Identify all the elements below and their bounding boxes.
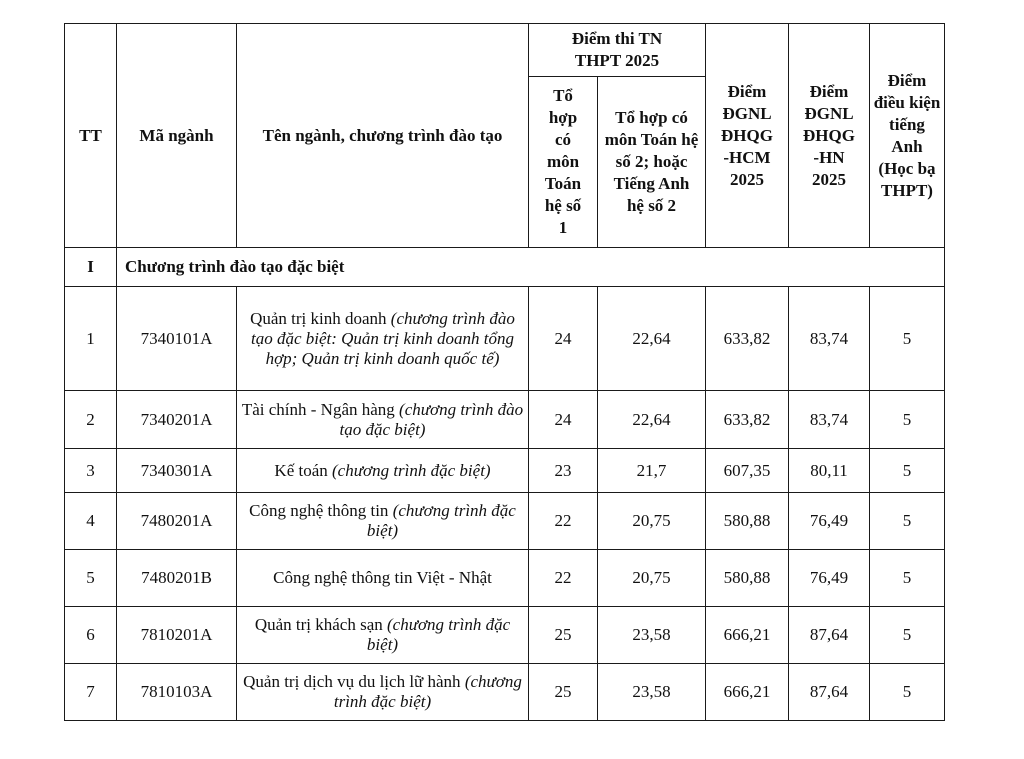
- row-math-coef-2: 20,75: [598, 493, 706, 550]
- table-row: [65, 449, 945, 493]
- table-row: [65, 550, 945, 607]
- row-program-name: [237, 449, 529, 493]
- table-row: [65, 607, 945, 664]
- program-note: (chương trình đào tạo đặc biệt): [339, 399, 524, 439]
- row-program-name: [237, 664, 529, 721]
- header-english-condition: Điểm điều kiện tiếng Anh (Học bạ THPT): [870, 24, 945, 248]
- row-english: 5: [870, 449, 945, 493]
- header-dgnl-hcm: Điểm ĐGNL ĐHQG -HCM 2025: [706, 24, 789, 248]
- row-code: 7340301A: [117, 449, 237, 493]
- row-tt: 6: [65, 607, 117, 664]
- row-program-name: [237, 493, 529, 550]
- row-math-coef-1: 24: [529, 391, 598, 449]
- row-tt: 3: [65, 449, 117, 493]
- row-dgnl-hcm: 666,21: [706, 607, 789, 664]
- row-english: 5: [870, 607, 945, 664]
- section-index: I: [65, 248, 117, 287]
- row-code: 7340201A: [117, 391, 237, 449]
- program-note: (chương trình đặc biệt): [333, 672, 522, 711]
- row-dgnl-hn: 76,49: [789, 550, 870, 607]
- row-code: 7340101A: [117, 287, 237, 391]
- row-math-coef-1: 24: [529, 287, 598, 391]
- header-math-english-coef-2: Tổ hợp có môn Toán hệ số 2; hoặc Tiếng Anh hệ số 2: [598, 77, 706, 248]
- program-note: (chương trình đặc biệt): [332, 460, 491, 480]
- row-english: 5: [870, 493, 945, 550]
- header-tt: TT: [65, 24, 117, 248]
- program-note: (chương trình đào tạo đặc biệt: Quản trị kinh doanh tổng hợp; Quản trị kinh doanh quốc tế): [250, 308, 515, 368]
- header-code: Mã ngành: [117, 24, 237, 248]
- program-name: Quản trị khách sạn: [254, 615, 383, 634]
- row-dgnl-hcm: 580,88: [706, 550, 789, 607]
- row-code: 7810103A: [117, 664, 237, 721]
- row-dgnl-hcm: 633,82: [706, 287, 789, 391]
- row-math-coef-1: 22: [529, 550, 598, 607]
- row-math-coef-2: 21,7: [598, 449, 706, 493]
- row-tt: 2: [65, 391, 117, 449]
- row-math-coef-2: 22,64: [598, 391, 706, 449]
- row-dgnl-hn: 83,74: [789, 287, 870, 391]
- row-math-coef-1: 22: [529, 493, 598, 550]
- section-row: [65, 248, 945, 287]
- section-title: Chương trình đào tạo đặc biệt: [117, 248, 945, 287]
- row-english: 5: [870, 664, 945, 721]
- row-dgnl-hcm: 580,88: [706, 493, 789, 550]
- table-row: [65, 664, 945, 721]
- row-program-name: [237, 550, 529, 607]
- program-name: Kế toán: [274, 460, 328, 480]
- row-dgnl-hn: 83,74: [789, 391, 870, 449]
- table-row: [65, 287, 945, 391]
- header-exam-group: Điểm thi TN THPT 2025: [529, 24, 706, 77]
- row-math-coef-1: 25: [529, 607, 598, 664]
- row-math-coef-2: 23,58: [598, 607, 706, 664]
- table-row: [65, 493, 945, 550]
- program-name: Quản trị dịch vụ du lịch lữ hành: [243, 672, 461, 691]
- row-tt: 1: [65, 287, 117, 391]
- row-math-coef-2: 23,58: [598, 664, 706, 721]
- row-english: 5: [870, 287, 945, 391]
- row-program-name: [237, 607, 529, 664]
- header-row-top: [65, 24, 945, 77]
- row-dgnl-hn: 80,11: [789, 449, 870, 493]
- row-dgnl-hn: 87,64: [789, 607, 870, 664]
- program-name: Tài chính - Ngân hàng: [241, 399, 395, 419]
- program-note: (chương trình đặc biệt): [366, 501, 516, 540]
- table-row: [65, 391, 945, 449]
- row-program-name: [237, 287, 529, 391]
- header-dgnl-hn: Điểm ĐGNL ĐHQG -HN 2025: [789, 24, 870, 248]
- program-name: Công nghệ thông tin Việt - Nhật: [273, 568, 492, 587]
- row-dgnl-hcm: 607,35: [706, 449, 789, 493]
- program-name: Công nghệ thông tin: [249, 501, 389, 520]
- row-dgnl-hn: 87,64: [789, 664, 870, 721]
- program-name: Quản trị kinh doanh: [250, 308, 387, 328]
- row-tt: 7: [65, 664, 117, 721]
- row-code: 7480201B: [117, 550, 237, 607]
- program-note: (chương trình đặc biệt): [366, 615, 511, 654]
- row-tt: 5: [65, 550, 117, 607]
- row-math-coef-2: 20,75: [598, 550, 706, 607]
- row-code: 7810201A: [117, 607, 237, 664]
- row-english: 5: [870, 391, 945, 449]
- row-tt: 4: [65, 493, 117, 550]
- row-code: 7480201A: [117, 493, 237, 550]
- row-english: 5: [870, 550, 945, 607]
- admission-scores-table: [64, 23, 945, 721]
- row-math-coef-1: 25: [529, 664, 598, 721]
- row-dgnl-hcm: 666,21: [706, 664, 789, 721]
- row-dgnl-hcm: 633,82: [706, 391, 789, 449]
- row-math-coef-2: 22,64: [598, 287, 706, 391]
- row-dgnl-hn: 76,49: [789, 493, 870, 550]
- row-program-name: [237, 391, 529, 449]
- row-math-coef-1: 23: [529, 449, 598, 493]
- header-math-coef-1: Tổ hợp có môn Toán hệ số 1: [529, 77, 598, 248]
- header-program-name: Tên ngành, chương trình đào tạo: [237, 24, 529, 248]
